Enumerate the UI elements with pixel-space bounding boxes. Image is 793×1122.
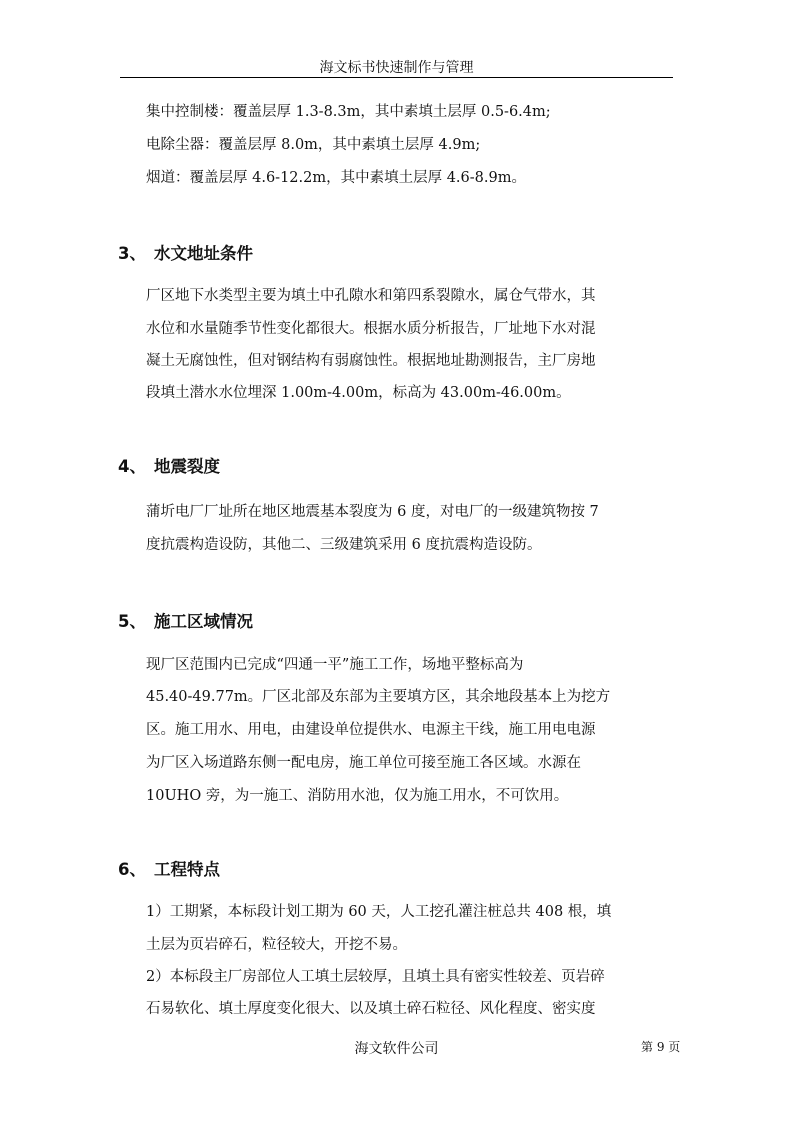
- text-line: 段填土潜水水位埋深 1.00m-4.00m，标高为 43.00m-46.00m。: [146, 385, 571, 401]
- page-header: 海文标书快速制作与管理: [319, 60, 474, 76]
- section-number: 6、: [118, 860, 146, 879]
- section-heading: [118, 243, 253, 265]
- text-line: 蒲圻电厂厂址所在地区地震基本裂度为 6 度，对电厂的一级建筑物按 7: [146, 504, 599, 520]
- text-line: 度抗震构造设防，其他二、三级建筑采用 6 度抗震构造设防。: [146, 537, 542, 553]
- section-title: 地震裂度: [154, 457, 220, 476]
- text-line: 区。施工用水、用电，由建设单位提供水、电源主干线，施工用电电源: [146, 722, 596, 738]
- text-line: 石易软化、填土厚度变化很大、以及填土碎石粒径、风化程度、密实度: [146, 1001, 596, 1017]
- text-line: 集中控制楼：覆盖层厚 1.3-8.3m，其中素填土层厚 0.5-6.4m;: [146, 104, 551, 120]
- text-line: 烟道：覆盖层厚 4.6-12.2m，其中素填土层厚 4.6-8.9m。: [146, 170, 526, 186]
- section-number: 4、: [118, 457, 146, 476]
- section-title: 工程特点: [154, 860, 220, 879]
- text-line: 2）本标段主厂房部位人工填土层较厚，且填土具有密实性较差、页岩碎: [146, 969, 605, 985]
- text-line: 凝土无腐蚀性，但对钢结构有弱腐蚀性。根据地址勘测报告，主厂房地: [146, 353, 596, 369]
- header-rule: [120, 77, 673, 78]
- section-number: 5、: [118, 612, 146, 631]
- text-line: 45.40-49.77m。厂区北部及东部为主要填方区，其余地段基本上为挖方: [146, 689, 611, 705]
- page-number: 第 9 页: [641, 1040, 681, 1054]
- text-line: 为厂区入场道路东侧一配电房，施工单位可接至施工各区域。水源在: [146, 755, 581, 771]
- text-line: 土层为页岩碎石，粒径较大，开挖不易。: [146, 937, 407, 953]
- text-line: 现厂区范围内已完成“四通一平”施工工作，场地平整标高为: [146, 657, 524, 673]
- text-line: 厂区地下水类型主要为填土中孔隙水和第四系裂隙水，属仓气带水，其: [146, 288, 596, 304]
- section-heading: [118, 859, 220, 881]
- footer-company: 海文软件公司: [354, 1041, 439, 1057]
- section-number: 3、: [118, 244, 146, 263]
- section-title: 水文地址条件: [154, 244, 253, 263]
- text-line: 10UHO 旁，为一施工、消防用水池，仅为施工用水，不可饮用。: [146, 788, 569, 804]
- section-title: 施工区域情况: [154, 612, 253, 631]
- section-heading: [118, 456, 220, 478]
- section-heading: [118, 611, 253, 633]
- text-line: 电除尘器：覆盖层厚 8.0m，其中素填土层厚 4.9m;: [146, 137, 481, 153]
- text-line: 水位和水量随季节性变化都很大。根据水质分析报告，厂址地下水对混: [146, 321, 596, 337]
- text-line: 1）工期紧，本标段计划工期为 60 天，人工挖孔灌注桩总共 408 根，填: [146, 904, 612, 920]
